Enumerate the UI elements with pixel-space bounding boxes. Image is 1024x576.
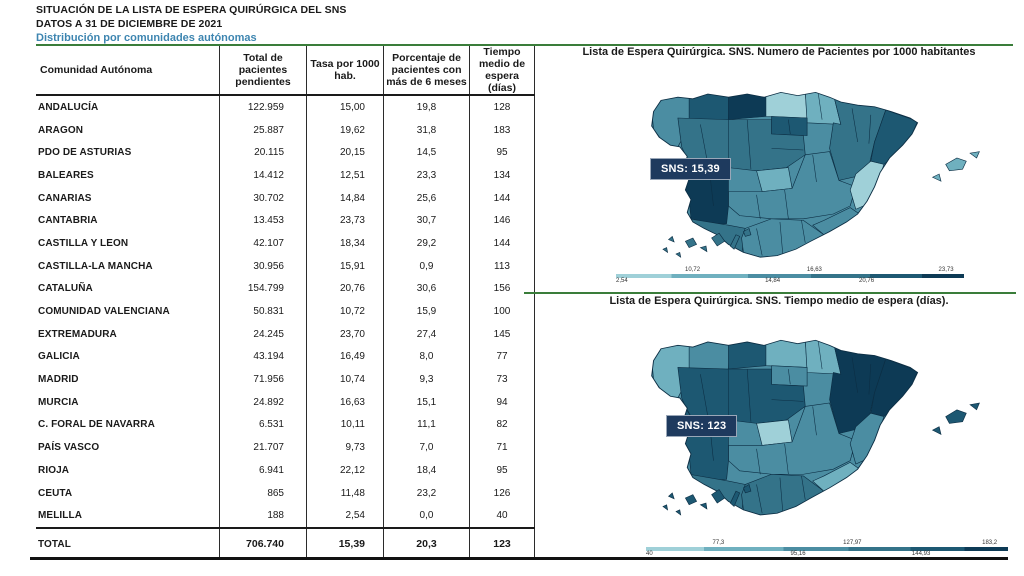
cell-3: 9,3 — [383, 368, 469, 391]
total-cell-2: 15,39 — [306, 529, 383, 559]
map-region — [946, 410, 967, 424]
scale-tick-label: 183,2 — [982, 540, 998, 546]
table-total-row — [36, 527, 535, 559]
scale-tick-label: 40 — [646, 551, 653, 557]
map-region — [676, 510, 681, 515]
cell-4: 95 — [469, 141, 535, 164]
table-row — [36, 164, 535, 187]
cell-0: GALICIA — [38, 351, 80, 363]
cell-0: MADRID — [38, 374, 79, 386]
waiting-list-table — [36, 46, 535, 559]
cell-1: 24.245 — [219, 323, 306, 346]
cell-2: 19,62 — [306, 119, 383, 142]
cell-0: CASTILLA-LA MANCHA — [38, 260, 153, 272]
table-row — [36, 96, 535, 119]
column-header-1: Total de pacientes pendientes — [219, 46, 306, 94]
total-row — [36, 529, 535, 559]
scale-tick-label: 10,72 — [685, 267, 701, 273]
table-header — [36, 46, 535, 96]
report-title: SITUACIÓN DE LA LISTA DE ESPERA QUIRÚRGICA DEL SNS — [36, 4, 347, 16]
cell-1: 865 — [219, 482, 306, 505]
cell-1: 25.887 — [219, 119, 306, 142]
color-scale — [646, 541, 1008, 557]
cell-2: 16,49 — [306, 346, 383, 369]
cell-3: 7,0 — [383, 436, 469, 459]
cell-4: 100 — [469, 300, 535, 323]
map-region — [676, 252, 681, 257]
table-row — [36, 232, 535, 255]
scale-tick-label: 16,63 — [806, 267, 822, 273]
scale-tick-label: 23,73 — [938, 267, 954, 273]
total-cell-1: 706.740 — [219, 529, 306, 559]
divider-mid — [524, 292, 1016, 294]
cell-2: 15,00 — [306, 96, 383, 119]
map-region — [970, 403, 979, 410]
header-row — [36, 46, 535, 94]
map-region — [663, 248, 668, 253]
cell-3: 30,6 — [383, 278, 469, 301]
cell-1: 30.702 — [219, 187, 306, 210]
total-cell-0: TOTAL — [38, 538, 71, 550]
cell-4: 95 — [469, 459, 535, 482]
map-region — [663, 505, 668, 510]
map-region — [685, 238, 696, 248]
cell-3: 27,4 — [383, 323, 469, 346]
table-row — [36, 346, 535, 369]
map-title: Lista de Espera Quirúrgica. SNS. Tiempo medio de espera (días). — [609, 295, 949, 307]
table-row — [36, 141, 535, 164]
color-scale — [616, 268, 964, 284]
cell-2: 2,54 — [306, 504, 383, 527]
sns-value-badge: SNS: 123 — [666, 415, 737, 437]
cell-4: 128 — [469, 96, 535, 119]
report-header — [36, 3, 536, 45]
column-header-0: Comunidad Autónoma — [40, 64, 153, 76]
cell-2: 10,11 — [306, 414, 383, 437]
cell-4: 144 — [469, 232, 535, 255]
sns-value-badge: SNS: 15,39 — [650, 158, 731, 180]
map-region — [728, 89, 767, 119]
map-region — [946, 158, 967, 171]
map-region — [933, 174, 941, 181]
cell-2: 20,76 — [306, 278, 383, 301]
cell-0: BALEARES — [38, 169, 94, 181]
cell-0: CEUTA — [38, 487, 73, 499]
cell-0: EXTREMADURA — [38, 328, 117, 340]
cell-2: 22,12 — [306, 459, 383, 482]
cell-2: 10,74 — [306, 368, 383, 391]
table-row — [36, 300, 535, 323]
cell-1: 30.956 — [219, 255, 306, 278]
cell-1: 43.194 — [219, 346, 306, 369]
map-region — [805, 91, 841, 125]
table-row — [36, 255, 535, 278]
table-body — [36, 96, 535, 527]
cell-1: 21.707 — [219, 436, 306, 459]
cell-1: 6.531 — [219, 414, 306, 437]
bottom-border-line — [30, 557, 1008, 560]
report-date: DATOS A 31 DE DICIEMBRE DE 2021 — [36, 18, 223, 30]
scale-tick-label: 127,97 — [843, 540, 862, 546]
table-row — [36, 119, 535, 142]
table-row — [36, 414, 535, 437]
section-subtitle: Distribución por comunidades autónomas — [36, 32, 257, 44]
cell-0: ARAGON — [38, 124, 84, 136]
cell-3: 30,7 — [383, 209, 469, 232]
scale-tick-label: 14,84 — [765, 278, 781, 284]
table-row — [36, 436, 535, 459]
cell-1: 13.453 — [219, 209, 306, 232]
cell-0: CASTILLA Y LEON — [38, 237, 129, 249]
map-region — [700, 246, 707, 252]
cell-4: 156 — [469, 278, 535, 301]
cell-1: 24.892 — [219, 391, 306, 414]
map-region — [970, 152, 979, 158]
cell-1: 42.107 — [219, 232, 306, 255]
cell-4: 134 — [469, 164, 535, 187]
cell-1: 154.799 — [219, 278, 306, 301]
scale-tick-label: 2,54 — [616, 278, 628, 284]
cell-0: PAÍS VASCO — [38, 442, 100, 454]
map-region — [805, 339, 841, 375]
cell-2: 11,48 — [306, 482, 383, 505]
cell-3: 0,9 — [383, 255, 469, 278]
cell-3: 25,6 — [383, 187, 469, 210]
map-panel-patients-rate — [538, 46, 1020, 292]
table-row — [36, 187, 535, 210]
table-row — [36, 278, 535, 301]
cell-3: 19,8 — [383, 96, 469, 119]
cell-1: 188 — [219, 504, 306, 527]
map-region — [685, 495, 696, 505]
column-header-4: Tiempo medio de espera (días) — [469, 46, 535, 94]
table-row — [36, 459, 535, 482]
table-row — [36, 209, 535, 232]
cell-4: 146 — [469, 209, 535, 232]
cell-0: ANDALUCÍA — [38, 101, 99, 113]
cell-4: 82 — [469, 414, 535, 437]
cell-2: 16,63 — [306, 391, 383, 414]
map-title: Lista de Espera Quirúrgica. SNS. Numero de Pacientes por 1000 habitantes — [582, 46, 976, 58]
cell-4: 126 — [469, 482, 535, 505]
cell-3: 15,9 — [383, 300, 469, 323]
cell-4: 40 — [469, 504, 535, 527]
cell-1: 122.959 — [219, 96, 306, 119]
cell-2: 12,51 — [306, 164, 383, 187]
column-header-3: Porcentaje de pacientes con más de 6 meses — [383, 46, 469, 94]
map-region — [728, 337, 767, 369]
cell-2: 15,91 — [306, 255, 383, 278]
cell-0: RIOJA — [38, 464, 70, 476]
cell-4: 77 — [469, 346, 535, 369]
cell-1: 50.831 — [219, 300, 306, 323]
cell-2: 18,34 — [306, 232, 383, 255]
map-region — [700, 503, 707, 509]
cell-1: 20.115 — [219, 141, 306, 164]
cell-4: 94 — [469, 391, 535, 414]
cell-0: CANARIAS — [38, 192, 92, 204]
cell-0: C. FORAL DE NAVARRA — [38, 419, 155, 431]
cell-2: 14,84 — [306, 187, 383, 210]
cell-4: 145 — [469, 323, 535, 346]
cell-2: 10,72 — [306, 300, 383, 323]
cell-2: 23,70 — [306, 323, 383, 346]
cell-3: 14,5 — [383, 141, 469, 164]
cell-0: CATALUÑA — [38, 283, 93, 295]
table-row — [36, 323, 535, 346]
cell-2: 9,73 — [306, 436, 383, 459]
scale-tick-label: 95,16 — [790, 551, 806, 557]
color-scale-gradient — [646, 547, 1008, 551]
cell-3: 8,0 — [383, 346, 469, 369]
map-region — [669, 236, 675, 242]
cell-0: PDO DE ASTURIAS — [38, 147, 132, 159]
cell-0: COMUNIDAD VALENCIANA — [38, 306, 170, 318]
cell-2: 20,15 — [306, 141, 383, 164]
color-scale-gradient — [616, 274, 964, 278]
map-panel-waiting-time — [538, 295, 1020, 557]
cell-3: 23,2 — [383, 482, 469, 505]
cell-0: MURCIA — [38, 396, 79, 408]
cell-1: 6.941 — [219, 459, 306, 482]
cell-3: 11,1 — [383, 414, 469, 437]
cell-4: 71 — [469, 436, 535, 459]
cell-4: 113 — [469, 255, 535, 278]
cell-3: 0,0 — [383, 504, 469, 527]
cell-1: 14.412 — [219, 164, 306, 187]
map-region — [669, 493, 675, 499]
cell-3: 29,2 — [383, 232, 469, 255]
cell-0: MELILLA — [38, 510, 83, 522]
cell-4: 183 — [469, 119, 535, 142]
scale-tick-label: 144,93 — [911, 551, 931, 557]
cell-4: 144 — [469, 187, 535, 210]
cell-3: 31,8 — [383, 119, 469, 142]
table-row — [36, 504, 535, 527]
map-region — [933, 427, 941, 435]
cell-4: 73 — [469, 368, 535, 391]
cell-2: 23,73 — [306, 209, 383, 232]
total-cell-3: 20,3 — [383, 529, 469, 559]
scale-tick-label: 20,76 — [859, 278, 875, 284]
cell-1: 71.956 — [219, 368, 306, 391]
table-row — [36, 368, 535, 391]
spain-choropleth-map-time — [588, 325, 1000, 537]
scale-tick-label: 77,3 — [712, 540, 725, 546]
map-region — [757, 420, 793, 445]
column-header-2: Tasa por 1000 hab. — [306, 46, 383, 94]
table-row — [36, 391, 535, 414]
cell-0: CANTABRIA — [38, 215, 98, 227]
cell-3: 15,1 — [383, 391, 469, 414]
cell-3: 18,4 — [383, 459, 469, 482]
total-cell-4: 123 — [469, 529, 535, 559]
map-region — [757, 168, 793, 192]
table-row — [36, 482, 535, 505]
cell-3: 23,3 — [383, 164, 469, 187]
